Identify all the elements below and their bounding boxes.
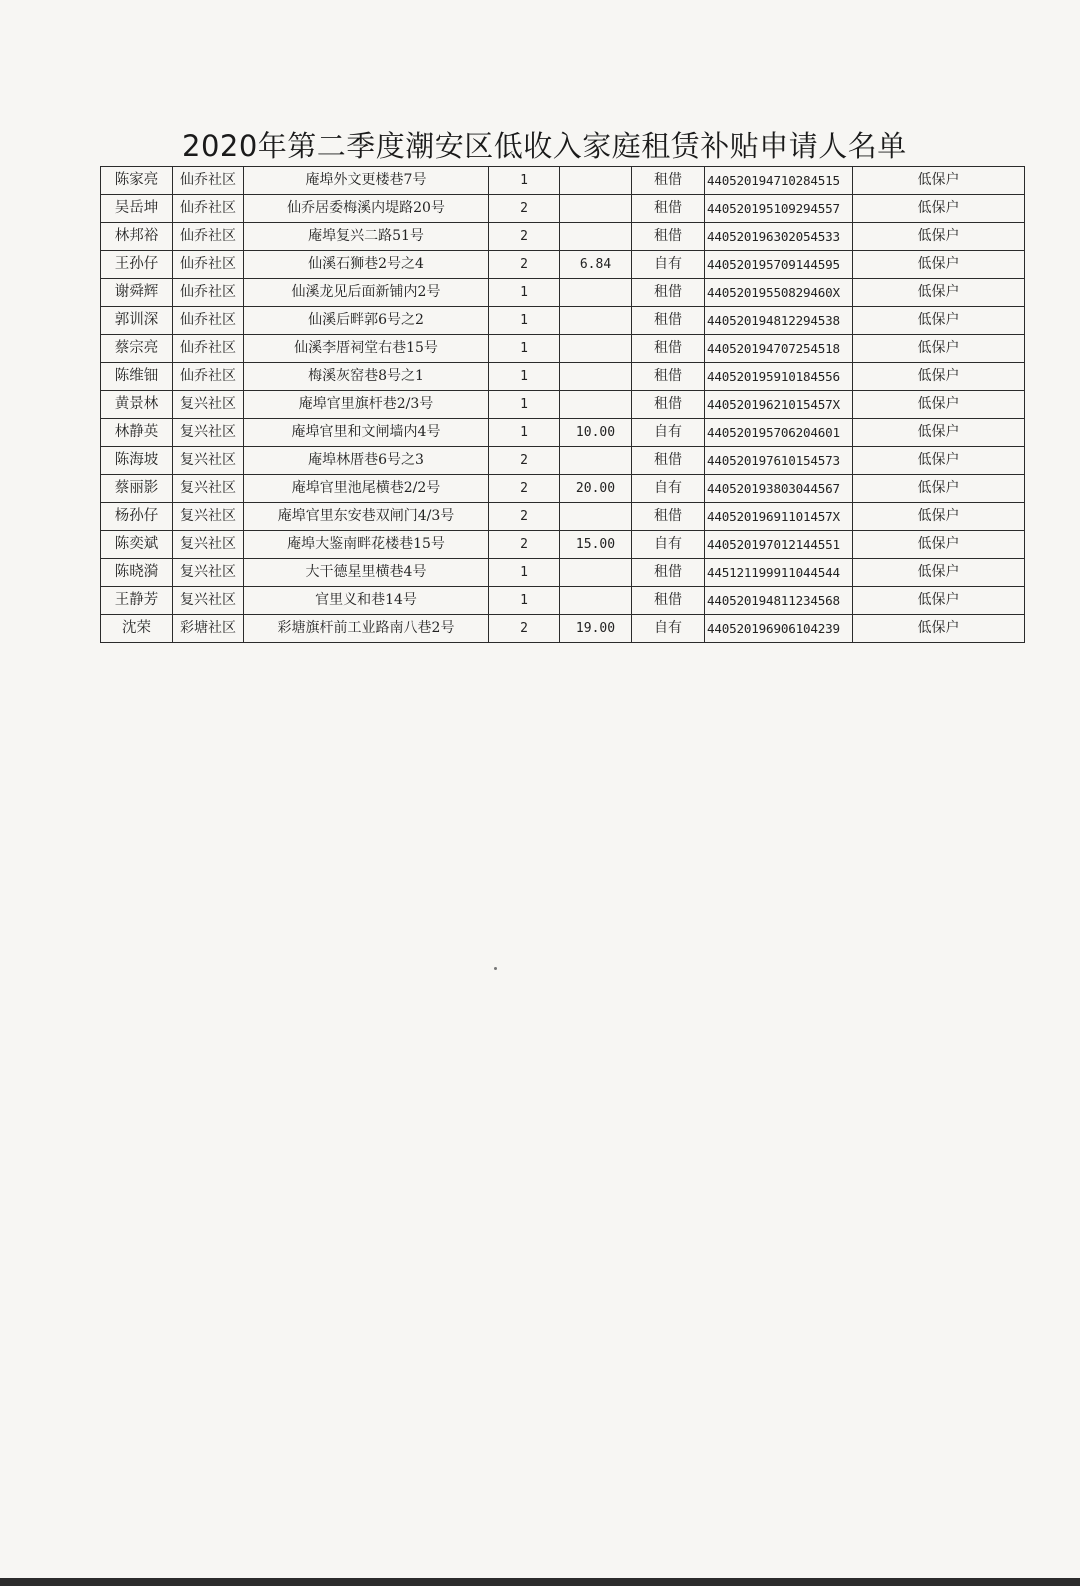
cell-id-number: 44052019550829460X xyxy=(705,279,853,307)
cell-area xyxy=(560,587,632,615)
cell-category: 低保户 xyxy=(853,503,1025,531)
cell-name: 王孙仔 xyxy=(101,251,173,279)
cell-name: 谢舜辉 xyxy=(101,279,173,307)
cell-community: 仙乔社区 xyxy=(173,223,244,251)
cell-community: 仙乔社区 xyxy=(173,195,244,223)
cell-address: 仙乔居委梅溪内堤路20号 xyxy=(244,195,489,223)
cell-area: 15.00 xyxy=(560,531,632,559)
cell-household-size: 1 xyxy=(489,419,560,447)
cell-community: 仙乔社区 xyxy=(173,167,244,195)
cell-category: 低保户 xyxy=(853,531,1025,559)
cell-household-size: 2 xyxy=(489,447,560,475)
cell-community: 复兴社区 xyxy=(173,475,244,503)
cell-id-number: 440520194707254518 xyxy=(705,335,853,363)
cell-area xyxy=(560,195,632,223)
cell-area xyxy=(560,447,632,475)
cell-address: 仙溪龙见后面新铺内2号 xyxy=(244,279,489,307)
cell-category: 低保户 xyxy=(853,615,1025,643)
cell-name: 陈奕斌 xyxy=(101,531,173,559)
cell-housing-type: 租借 xyxy=(632,363,705,391)
cell-address: 庵埠林厝巷6号之3 xyxy=(244,447,489,475)
cell-name: 郭训深 xyxy=(101,307,173,335)
cell-area xyxy=(560,363,632,391)
cell-id-number: 445121199911044544 xyxy=(705,559,853,587)
cell-id-number: 440520194811234568 xyxy=(705,587,853,615)
table-row xyxy=(101,279,1025,307)
cell-community: 仙乔社区 xyxy=(173,363,244,391)
cell-area xyxy=(560,223,632,251)
table-row xyxy=(101,251,1025,279)
cell-community: 仙乔社区 xyxy=(173,279,244,307)
table-row xyxy=(101,167,1025,195)
cell-id-number: 440520197610154573 xyxy=(705,447,853,475)
cell-area xyxy=(560,307,632,335)
cell-id-number: 44052019691101457X xyxy=(705,503,853,531)
cell-community: 复兴社区 xyxy=(173,587,244,615)
scan-edge-shadow xyxy=(0,1578,1080,1586)
cell-community: 复兴社区 xyxy=(173,419,244,447)
cell-address: 彩塘旗杆前工业路南八巷2号 xyxy=(244,615,489,643)
cell-housing-type: 租借 xyxy=(632,587,705,615)
cell-name: 杨孙仔 xyxy=(101,503,173,531)
cell-household-size: 1 xyxy=(489,363,560,391)
scan-speck xyxy=(494,967,497,970)
table-row xyxy=(101,503,1025,531)
cell-category: 低保户 xyxy=(853,419,1025,447)
table-row xyxy=(101,615,1025,643)
table-row xyxy=(101,195,1025,223)
cell-name: 黄景林 xyxy=(101,391,173,419)
cell-address: 官里义和巷14号 xyxy=(244,587,489,615)
cell-community: 仙乔社区 xyxy=(173,251,244,279)
cell-household-size: 2 xyxy=(489,503,560,531)
cell-name: 陈海坡 xyxy=(101,447,173,475)
cell-housing-type: 租借 xyxy=(632,279,705,307)
table-row xyxy=(101,335,1025,363)
cell-name: 吴岳坤 xyxy=(101,195,173,223)
cell-community: 彩塘社区 xyxy=(173,615,244,643)
cell-household-size: 2 xyxy=(489,195,560,223)
table-row xyxy=(101,587,1025,615)
cell-name: 陈晓漪 xyxy=(101,559,173,587)
cell-housing-type: 租借 xyxy=(632,503,705,531)
table-row xyxy=(101,475,1025,503)
table-row xyxy=(101,419,1025,447)
cell-address: 庵埠大鉴南畔花楼巷15号 xyxy=(244,531,489,559)
cell-id-number: 440520193803044567 xyxy=(705,475,853,503)
cell-community: 复兴社区 xyxy=(173,391,244,419)
cell-name: 蔡丽影 xyxy=(101,475,173,503)
cell-category: 低保户 xyxy=(853,195,1025,223)
cell-category: 低保户 xyxy=(853,391,1025,419)
cell-name: 王静芳 xyxy=(101,587,173,615)
cell-housing-type: 租借 xyxy=(632,447,705,475)
cell-housing-type: 租借 xyxy=(632,559,705,587)
cell-name: 沈荣 xyxy=(101,615,173,643)
cell-housing-type: 租借 xyxy=(632,195,705,223)
cell-area xyxy=(560,167,632,195)
cell-area xyxy=(560,391,632,419)
cell-category: 低保户 xyxy=(853,167,1025,195)
cell-address: 仙溪李厝祠堂右巷15号 xyxy=(244,335,489,363)
cell-household-size: 1 xyxy=(489,391,560,419)
cell-address: 庵埠官里东安巷双闸门4/3号 xyxy=(244,503,489,531)
table-row xyxy=(101,391,1025,419)
cell-address: 大干德星里横巷4号 xyxy=(244,559,489,587)
cell-category: 低保户 xyxy=(853,335,1025,363)
table-row xyxy=(101,307,1025,335)
cell-housing-type: 自有 xyxy=(632,475,705,503)
cell-category: 低保户 xyxy=(853,475,1025,503)
cell-community: 仙乔社区 xyxy=(173,335,244,363)
cell-category: 低保户 xyxy=(853,223,1025,251)
cell-name: 林静英 xyxy=(101,419,173,447)
cell-household-size: 1 xyxy=(489,335,560,363)
cell-category: 低保户 xyxy=(853,559,1025,587)
cell-address: 庵埠复兴二路51号 xyxy=(244,223,489,251)
cell-housing-type: 自有 xyxy=(632,419,705,447)
cell-area: 10.00 xyxy=(560,419,632,447)
table-row xyxy=(101,223,1025,251)
cell-name: 陈维钿 xyxy=(101,363,173,391)
cell-category: 低保户 xyxy=(853,587,1025,615)
cell-area xyxy=(560,335,632,363)
cell-community: 复兴社区 xyxy=(173,503,244,531)
cell-area xyxy=(560,559,632,587)
cell-community: 复兴社区 xyxy=(173,559,244,587)
cell-id-number: 44052019621015457X xyxy=(705,391,853,419)
cell-id-number: 440520197012144551 xyxy=(705,531,853,559)
cell-housing-type: 租借 xyxy=(632,223,705,251)
cell-name: 蔡宗亮 xyxy=(101,335,173,363)
cell-household-size: 1 xyxy=(489,587,560,615)
cell-id-number: 440520194710284515 xyxy=(705,167,853,195)
cell-id-number: 440520194812294538 xyxy=(705,307,853,335)
cell-household-size: 2 xyxy=(489,531,560,559)
cell-area xyxy=(560,503,632,531)
table-row xyxy=(101,559,1025,587)
cell-category: 低保户 xyxy=(853,363,1025,391)
cell-area: 6.84 xyxy=(560,251,632,279)
cell-area: 20.00 xyxy=(560,475,632,503)
cell-household-size: 1 xyxy=(489,279,560,307)
cell-household-size: 2 xyxy=(489,251,560,279)
cell-community: 复兴社区 xyxy=(173,447,244,475)
cell-id-number: 440520195910184556 xyxy=(705,363,853,391)
table-row xyxy=(101,447,1025,475)
cell-household-size: 2 xyxy=(489,615,560,643)
cell-id-number: 440520196906104239 xyxy=(705,615,853,643)
cell-household-size: 2 xyxy=(489,223,560,251)
document-title: 2020年第二季度潮安区低收入家庭租赁补贴申请人名单 xyxy=(182,129,907,163)
cell-category: 低保户 xyxy=(853,307,1025,335)
cell-address: 庵埠外文更楼巷7号 xyxy=(244,167,489,195)
applicant-table-body xyxy=(101,167,1025,643)
cell-category: 低保户 xyxy=(853,251,1025,279)
table-row xyxy=(101,531,1025,559)
cell-housing-type: 自有 xyxy=(632,615,705,643)
cell-name: 陈家亮 xyxy=(101,167,173,195)
cell-id-number: 440520195709144595 xyxy=(705,251,853,279)
cell-area: 19.00 xyxy=(560,615,632,643)
cell-address: 梅溪灰窑巷8号之1 xyxy=(244,363,489,391)
cell-community: 复兴社区 xyxy=(173,531,244,559)
cell-housing-type: 租借 xyxy=(632,391,705,419)
cell-housing-type: 租借 xyxy=(632,307,705,335)
cell-address: 庵埠官里旗杆巷2/3号 xyxy=(244,391,489,419)
cell-household-size: 1 xyxy=(489,307,560,335)
cell-address: 庵埠官里池尾横巷2/2号 xyxy=(244,475,489,503)
cell-address: 庵埠官里和文闸墙内4号 xyxy=(244,419,489,447)
applicant-table-container xyxy=(100,166,1024,643)
table-row xyxy=(101,363,1025,391)
cell-household-size: 2 xyxy=(489,475,560,503)
cell-category: 低保户 xyxy=(853,279,1025,307)
cell-category: 低保户 xyxy=(853,447,1025,475)
cell-household-size: 1 xyxy=(489,559,560,587)
cell-area xyxy=(560,279,632,307)
cell-address: 仙溪石狮巷2号之4 xyxy=(244,251,489,279)
cell-id-number: 440520196302054533 xyxy=(705,223,853,251)
cell-housing-type: 租借 xyxy=(632,167,705,195)
cell-community: 仙乔社区 xyxy=(173,307,244,335)
cell-id-number: 440520195706204601 xyxy=(705,419,853,447)
cell-housing-type: 自有 xyxy=(632,251,705,279)
cell-name: 林邦裕 xyxy=(101,223,173,251)
applicant-table xyxy=(100,166,1025,643)
cell-housing-type: 自有 xyxy=(632,531,705,559)
cell-household-size: 1 xyxy=(489,167,560,195)
cell-address: 仙溪后畔郭6号之2 xyxy=(244,307,489,335)
cell-id-number: 440520195109294557 xyxy=(705,195,853,223)
cell-housing-type: 租借 xyxy=(632,335,705,363)
